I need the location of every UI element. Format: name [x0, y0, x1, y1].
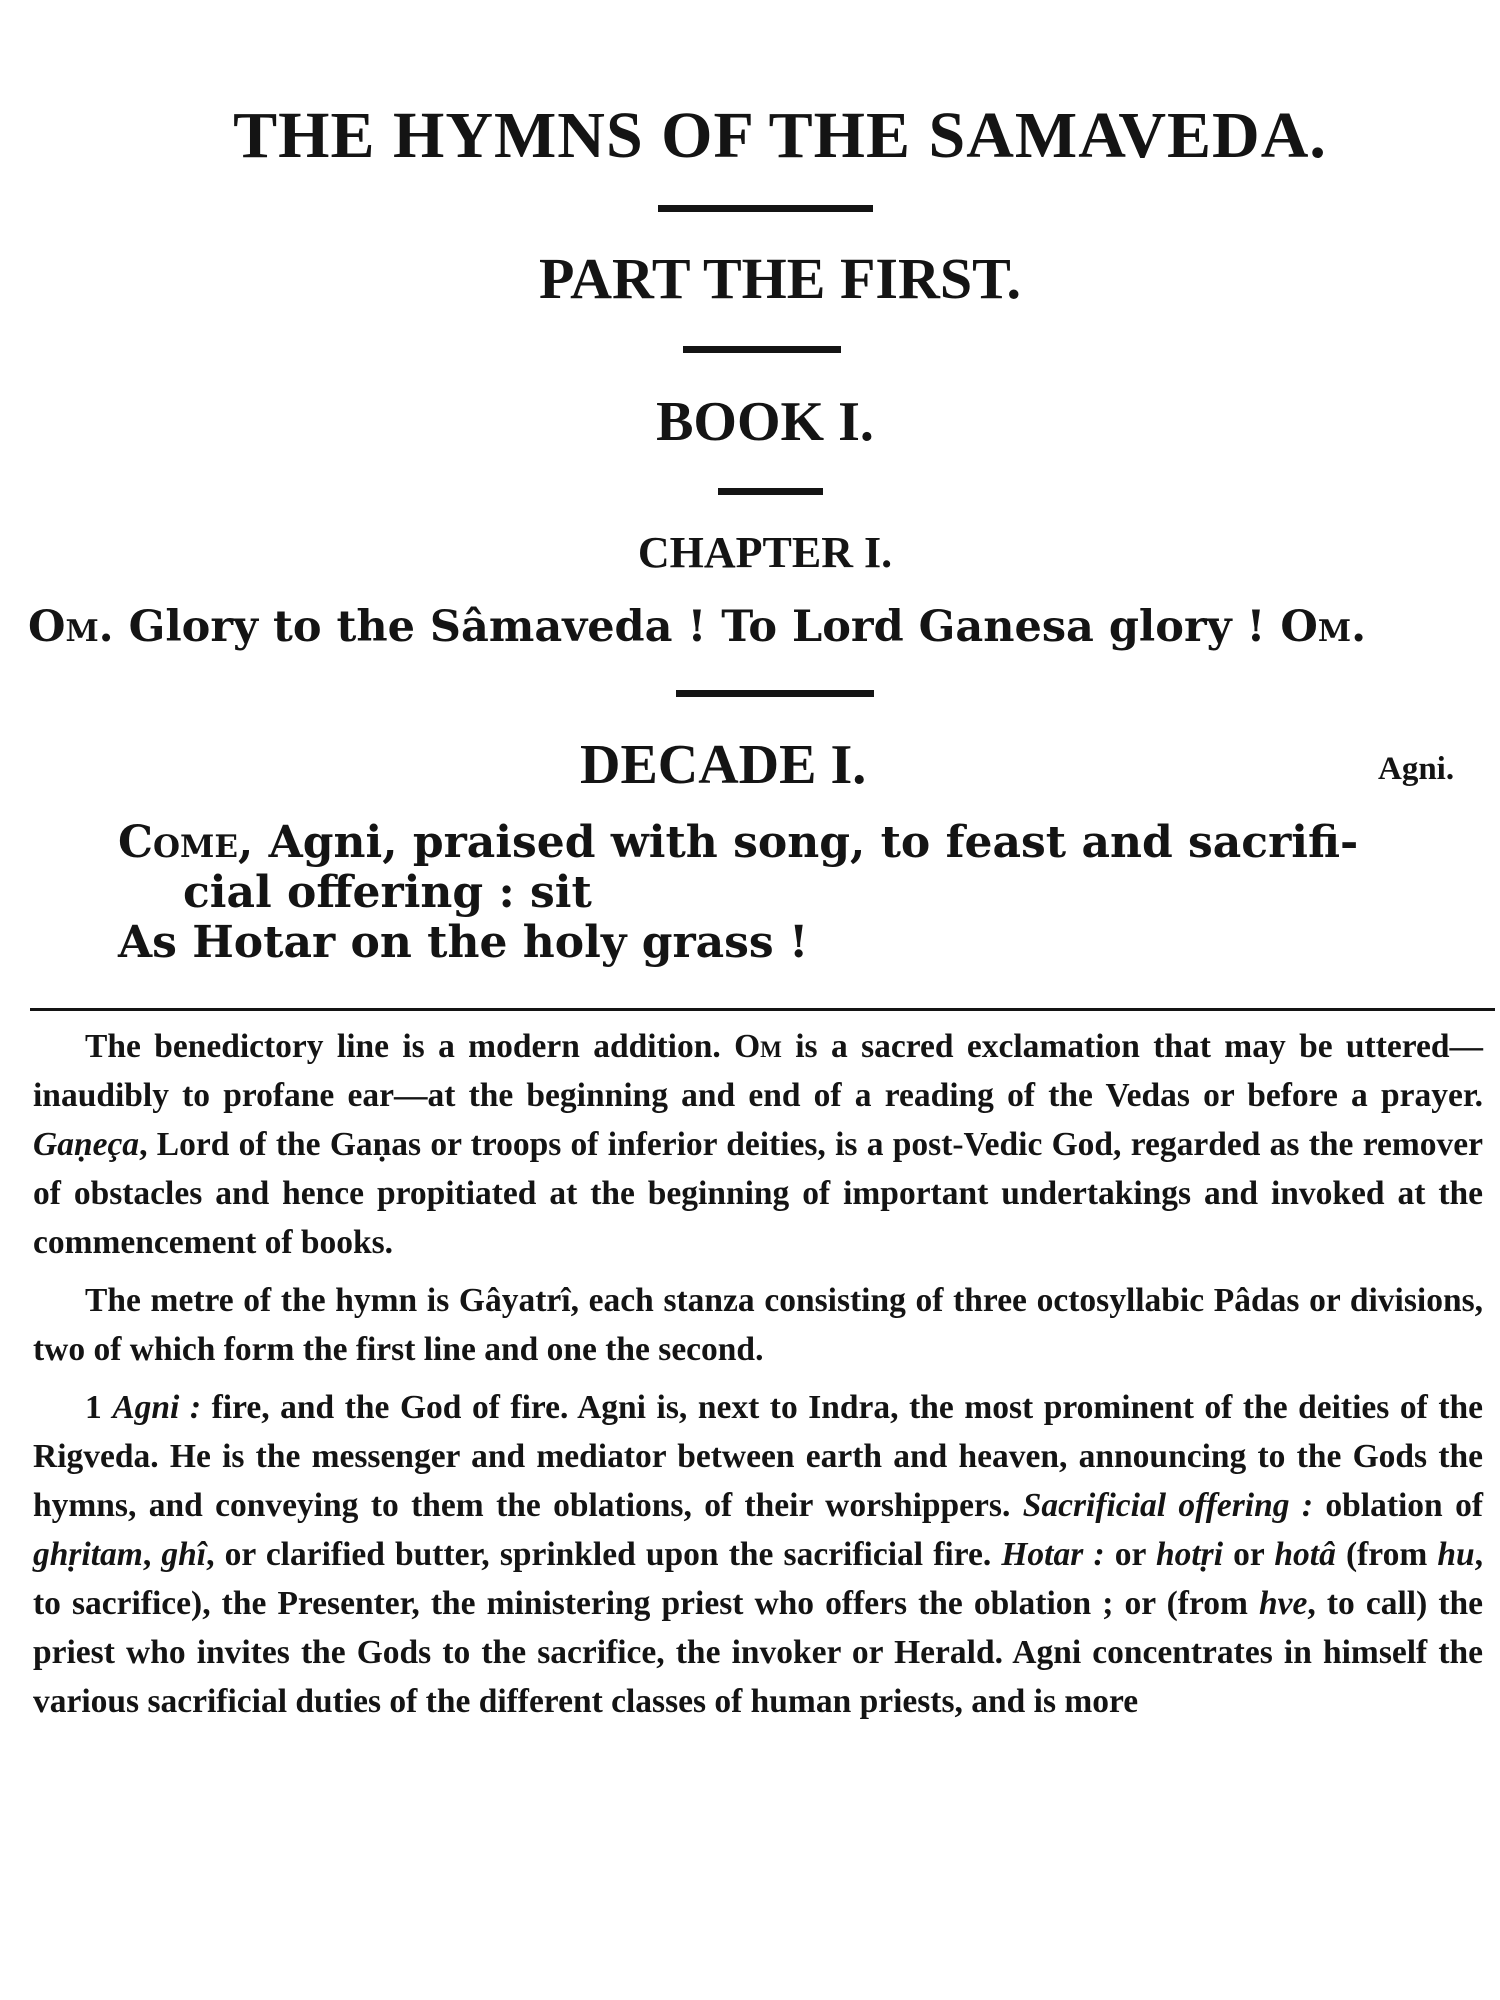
note-text: fire, and the God of fire. Agni is, next to Indra, the most prominent of the deities of the Rigveda. He is the messenger and mediator between earth and heaven, announcing to the Gods the hymns, and conveying to them the oblations, of their worshippers. — [33, 1389, 1483, 1524]
note-text: or — [1223, 1536, 1275, 1573]
chapter-heading: CHAPTER I. — [637, 528, 893, 577]
note-paragraph-2: The metre of the hymn is Gâyatrî, each stanza consisting of three octosyllabic Pâdas or divisions, two of which form the first line and one the second. — [33, 1282, 1483, 1368]
invocation-end: . — [1351, 602, 1367, 652]
note-text: oblation of — [1313, 1487, 1483, 1524]
note-term-hu: hu — [1437, 1536, 1475, 1573]
decade-heading: DECADE I. — [580, 734, 867, 796]
note-text: , or clarified butter, sprinkled upon the sacrificial fire. — [206, 1536, 1002, 1573]
note-text: , Lord of the Gaṇas or troops of inferior deities, is a post-Vedic God, regarded as the remover of obstacles and hence propitiated at the beginning of important undertakings and invoked at the commencement of books. — [33, 1126, 1483, 1261]
verse-line-1 — [118, 818, 1483, 868]
invocation-line — [28, 602, 1498, 652]
note-term-hota: hotâ — [1274, 1536, 1336, 1573]
note-term-sacrificial: Sacrificial offering : — [1022, 1487, 1313, 1524]
note-term-hotar: Hotar : — [1001, 1536, 1105, 1573]
invocation-text: . Glory to the Sâmaveda ! To Lord Ganesa glory ! — [98, 602, 1281, 652]
part-title: PART THE FIRST. — [539, 246, 1021, 311]
note-text: , to sacrifice), the Presenter, the ministering priest who offers the oblation ; or (from — [33, 1536, 1484, 1622]
note-number: 1 — [85, 1389, 113, 1426]
part-divider — [683, 346, 841, 353]
note-text: (from — [1335, 1536, 1438, 1573]
note-term-hotri: hotṛi — [1155, 1536, 1224, 1573]
commentary-notes — [33, 1022, 1483, 1735]
title-divider — [658, 205, 873, 212]
hymn-verse — [118, 818, 1483, 968]
note-text: The benedictory line is a modern addition. — [85, 1028, 735, 1065]
note-term-hve: hve — [1258, 1585, 1308, 1622]
note-term-ghritam: ghṛitam — [33, 1536, 143, 1573]
book-divider — [718, 488, 823, 495]
om-start: Om — [28, 602, 99, 652]
verse-line-2: cial offering : sit — [183, 867, 592, 918]
deity-label: Agni. — [1378, 751, 1455, 787]
note-text: , — [142, 1536, 162, 1573]
note-om: Om — [734, 1028, 782, 1065]
note-text: , to call) the priest who invites the Gods to the sacrifice, the invoker or Herald. Agni concentrates in himself the various sacrificial duties of the different classes of human priests, and is more — [33, 1585, 1484, 1720]
verse-line-3: As Hotar on the holy grass ! — [118, 917, 809, 968]
note-term-ganesa: Gaṇeça — [33, 1126, 140, 1163]
note-term-ghi: ghî — [161, 1536, 207, 1573]
notes-divider — [30, 1008, 1495, 1011]
verse-first-word: Come — [118, 817, 238, 868]
om-end: Om — [1280, 602, 1352, 652]
note-paragraph-1 — [33, 1022, 1483, 1267]
note-paragraph-3 — [33, 1383, 1483, 1726]
verse-line-1-rest: , Agni, praised with song, to feast and sacrifi- — [237, 817, 1359, 868]
note-text: or — [1104, 1536, 1156, 1573]
book-heading: BOOK I. — [656, 391, 874, 453]
note-term-agni: Agni : — [112, 1389, 202, 1426]
book-title: THE HYMNS OF THE SAMAVEDA. — [233, 99, 1327, 172]
invocation-divider — [676, 690, 874, 697]
note-text: is a sacred exclamation that may be uttered—inaudibly to profane ear—at the beginning and end of a reading of the Vedas or before a prayer. — [33, 1028, 1483, 1114]
